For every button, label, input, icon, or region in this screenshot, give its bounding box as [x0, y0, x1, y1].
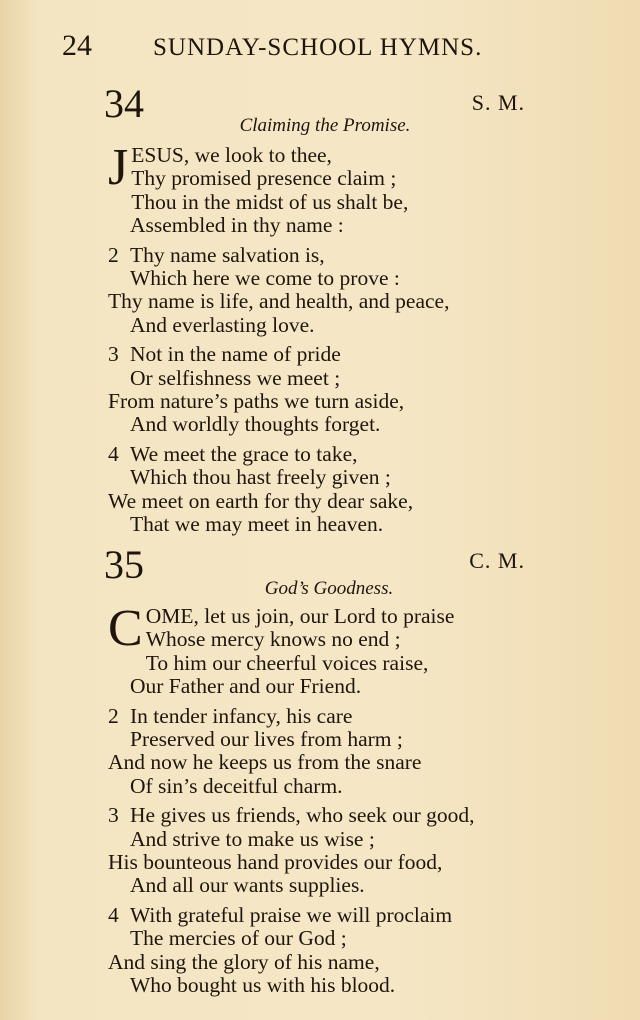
verse-line: Who bought us with his blood.	[130, 972, 396, 997]
verse-line: We meet on earth for thy dear sake,	[108, 488, 414, 513]
stanza	[108, 804, 548, 897]
verse-line: OME, let us join, our Lord to praise	[145, 604, 455, 628]
stanza	[108, 244, 548, 337]
verse-line: Or selfishness we meet ;	[130, 365, 341, 390]
verse-line: From nature’s paths we turn aside,	[108, 388, 405, 413]
verse-line: Thy name is life, and health, and peace,	[108, 289, 450, 314]
verse-line: 2 Thy name salvation is,	[108, 242, 325, 267]
verse-line: And strive to make us wise ;	[130, 826, 375, 851]
verse-line: And everlasting love.	[130, 312, 315, 337]
verse-line: 3 He gives us friends, who seek our good,	[108, 803, 475, 828]
stanza	[108, 904, 548, 997]
verse-line: Assembled in thy name :	[130, 212, 344, 237]
stanza	[108, 139, 548, 237]
verse-line: Thou in the midst of us shalt be,	[131, 189, 409, 214]
drop-cap: C	[108, 600, 143, 657]
stanza-number: 3	[108, 342, 119, 367]
hymn-body	[108, 139, 548, 543]
stanza-number: 4	[108, 442, 119, 467]
verse-line: 4 With grateful praise we will proclaim	[108, 903, 453, 928]
verse-line: And sing the glory of his name,	[108, 949, 380, 974]
verse-line: 2 In tender infancy, his care	[108, 703, 353, 728]
verse-line: 3 Not in the name of pride	[108, 342, 341, 367]
stanza-number: 2	[108, 242, 119, 267]
verse-line: That we may meet in heaven.	[130, 511, 384, 536]
verse-line: Thy promised presence claim ;	[131, 166, 397, 191]
verse-line: Which here we come to prove :	[130, 265, 400, 290]
hymn-title: Claiming the Promise.	[239, 115, 411, 136]
running-head: SUNDAY-SCHOOL HYMNS.	[153, 34, 483, 61]
verse-line: Preserved our lives from harm ;	[130, 726, 403, 751]
hymn-number: 34	[104, 81, 144, 126]
verse-line: Which thou hast freely given ;	[130, 465, 391, 490]
verse-line: And all our wants supplies.	[130, 873, 365, 898]
hymn-title: God’s Goodness.	[264, 578, 394, 599]
stanza-number: 4	[108, 903, 119, 928]
hymn-meter: C. M.	[469, 548, 525, 573]
stanza	[108, 600, 548, 698]
verse-line: ESUS, we look to thee,	[131, 143, 332, 167]
verse-line: His bounteous hand provides our food,	[108, 849, 443, 874]
hymn-meter: S. M.	[471, 90, 525, 115]
verse-line: And worldly thoughts forget.	[130, 412, 381, 437]
verse-line: 4 We meet the grace to take,	[108, 442, 358, 467]
stanza	[108, 343, 548, 436]
verse-line: Whose mercy knows no end ;	[145, 627, 401, 652]
stanza-number: 2	[108, 703, 119, 728]
hymn-body	[108, 600, 548, 1004]
stanza-number: 3	[108, 803, 119, 828]
verse-line: To him our cheerful voices raise,	[145, 650, 429, 675]
hymn-number: 35	[104, 542, 144, 587]
verse-line: Our Father and our Friend.	[130, 673, 362, 698]
verse-line: Of sin’s deceitful charm.	[130, 773, 343, 798]
stanza	[108, 705, 548, 798]
page-number: 24	[62, 29, 92, 62]
stanza	[108, 443, 548, 536]
verse-line: The mercies of our God ;	[130, 926, 347, 951]
drop-cap: J	[108, 139, 129, 196]
verse-line: And now he keeps us from the snare	[108, 750, 422, 775]
